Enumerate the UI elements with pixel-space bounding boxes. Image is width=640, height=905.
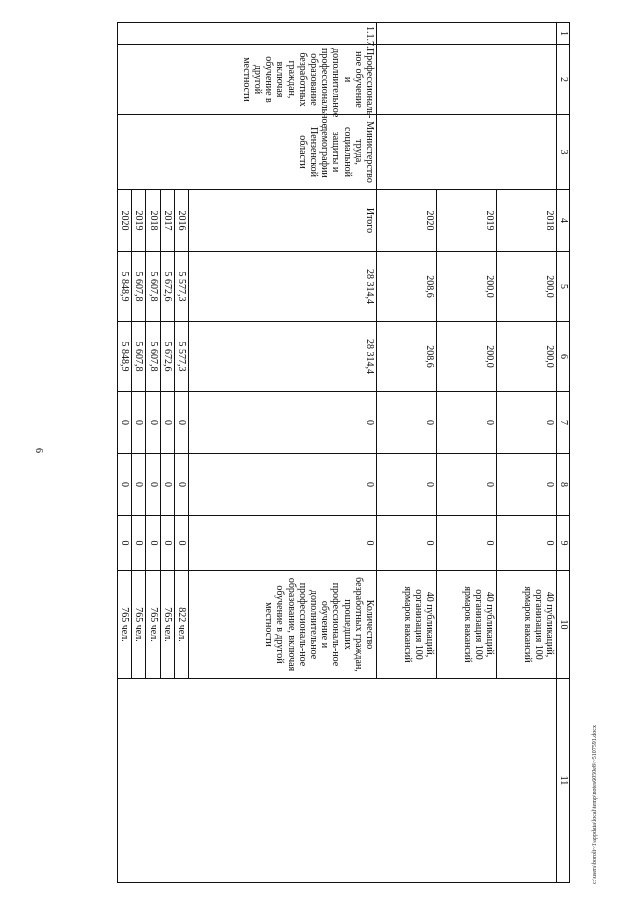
value-cell: 0 [377, 392, 437, 454]
value-cell: 200,0 [437, 252, 497, 322]
total-value: 0 [189, 392, 377, 454]
empty-cell [377, 115, 557, 190]
program-table [117, 22, 570, 883]
value-cell: 0 [497, 454, 557, 516]
value-cell: 5 577,3 [174, 322, 188, 392]
value-cell: 0 [132, 454, 146, 516]
total-value: 0 [189, 454, 377, 516]
value-cell: 0 [497, 516, 557, 571]
value-cell: 0 [160, 516, 174, 571]
page-number: 6 [33, 448, 44, 453]
col-header: 1 [557, 23, 570, 45]
empty-cell [377, 45, 557, 115]
year-cell: 2017 [160, 190, 174, 252]
value-cell: 200,0 [497, 322, 557, 392]
col-header: 9 [557, 516, 570, 571]
item-executor: Министерство труда, социальной защиты и демографии Пензенской области [118, 115, 377, 190]
year-cell: 2018 [497, 190, 557, 252]
value-cell: 208,6 [377, 322, 437, 392]
item-number: 1.1.7. [118, 23, 377, 45]
value-cell: 0 [118, 454, 132, 516]
value-cell: 0 [377, 454, 437, 516]
col-header: 10 [557, 571, 570, 679]
year-cell: 2019 [132, 190, 146, 252]
col-header: 4 [557, 190, 570, 252]
total-value: 28 314,4 [189, 322, 377, 392]
total-label: Итого [189, 190, 377, 252]
indicator-cell: 765 чел. [146, 571, 160, 679]
value-cell: 0 [437, 516, 497, 571]
value-cell: 5 848,9 [118, 322, 132, 392]
total-value: 0 [189, 516, 377, 571]
empty-cell [118, 679, 557, 883]
value-cell: 0 [146, 516, 160, 571]
value-cell: 5 607,8 [146, 322, 160, 392]
value-cell: 208,6 [377, 252, 437, 322]
value-cell: 0 [160, 392, 174, 454]
value-cell: 200,0 [497, 252, 557, 322]
value-cell: 0 [146, 454, 160, 516]
value-cell: 0 [437, 454, 497, 516]
value-cell: 0 [174, 516, 188, 571]
value-cell: 0 [437, 392, 497, 454]
value-cell: 0 [174, 454, 188, 516]
value-cell: 0 [118, 392, 132, 454]
col-header: 11 [557, 679, 570, 883]
value-cell: 0 [174, 392, 188, 454]
value-cell: 5 607,8 [146, 252, 160, 322]
indicator-cell: 765 чел. [132, 571, 146, 679]
rotated-table-sheet [70, 22, 570, 882]
empty-cell [377, 23, 557, 45]
col-header: 8 [557, 454, 570, 516]
value-cell: 0 [497, 392, 557, 454]
value-cell: 5 672,6 [160, 322, 174, 392]
col-header: 2 [557, 45, 570, 115]
value-cell: 5 672,6 [160, 252, 174, 322]
value-cell: 5 577,3 [174, 252, 188, 322]
indicator-cell: 765 чел. [160, 571, 174, 679]
file-path-footer: c:\users\boroli~1\appdata\local\temp\notes6050e8\~5107591.docx [592, 725, 598, 884]
value-cell: 0 [160, 454, 174, 516]
year-cell: 2016 [174, 190, 188, 252]
table-row [497, 23, 557, 883]
indicator-cell: 40 публикаций, организация 100 ярмарок вакансий [377, 571, 437, 679]
value-cell: 0 [377, 516, 437, 571]
col-header: 6 [557, 322, 570, 392]
year-cell: 2020 [118, 190, 132, 252]
col-header: 7 [557, 392, 570, 454]
indicator-cell: 40 публикаций, организация 100 ярмарок вакансий [437, 571, 497, 679]
total-value: 28 314,4 [189, 252, 377, 322]
value-cell: 5 848,9 [118, 252, 132, 322]
year-cell: 2019 [437, 190, 497, 252]
value-cell: 5 607,8 [132, 252, 146, 322]
year-cell: 2018 [146, 190, 160, 252]
indicator-cell: 822 чел. [174, 571, 188, 679]
indicator-cell: 765 чел. [118, 571, 132, 679]
value-cell: 0 [146, 392, 160, 454]
col-header: 3 [557, 115, 570, 190]
year-cell: 2020 [377, 190, 437, 252]
indicator-cell: 40 публикаций, организация 100 ярмарок вакансий [497, 571, 557, 679]
value-cell: 0 [132, 516, 146, 571]
item-name: Профессиональ-ное обучение и дополнительное профессиональное образование безработных граждан, включая обучение в другой местности [118, 45, 377, 115]
col-header: 5 [557, 252, 570, 322]
value-cell: 5 607,8 [132, 322, 146, 392]
value-cell: 0 [132, 392, 146, 454]
value-cell: 200,0 [437, 322, 497, 392]
value-cell: 0 [118, 516, 132, 571]
indicator-name: Количество безработных граждан, прошедших профессиональ-ное обучение и дополнительное профессиональ-ное образование, включая обучение в другой местности [189, 571, 377, 679]
header-row [557, 23, 570, 883]
